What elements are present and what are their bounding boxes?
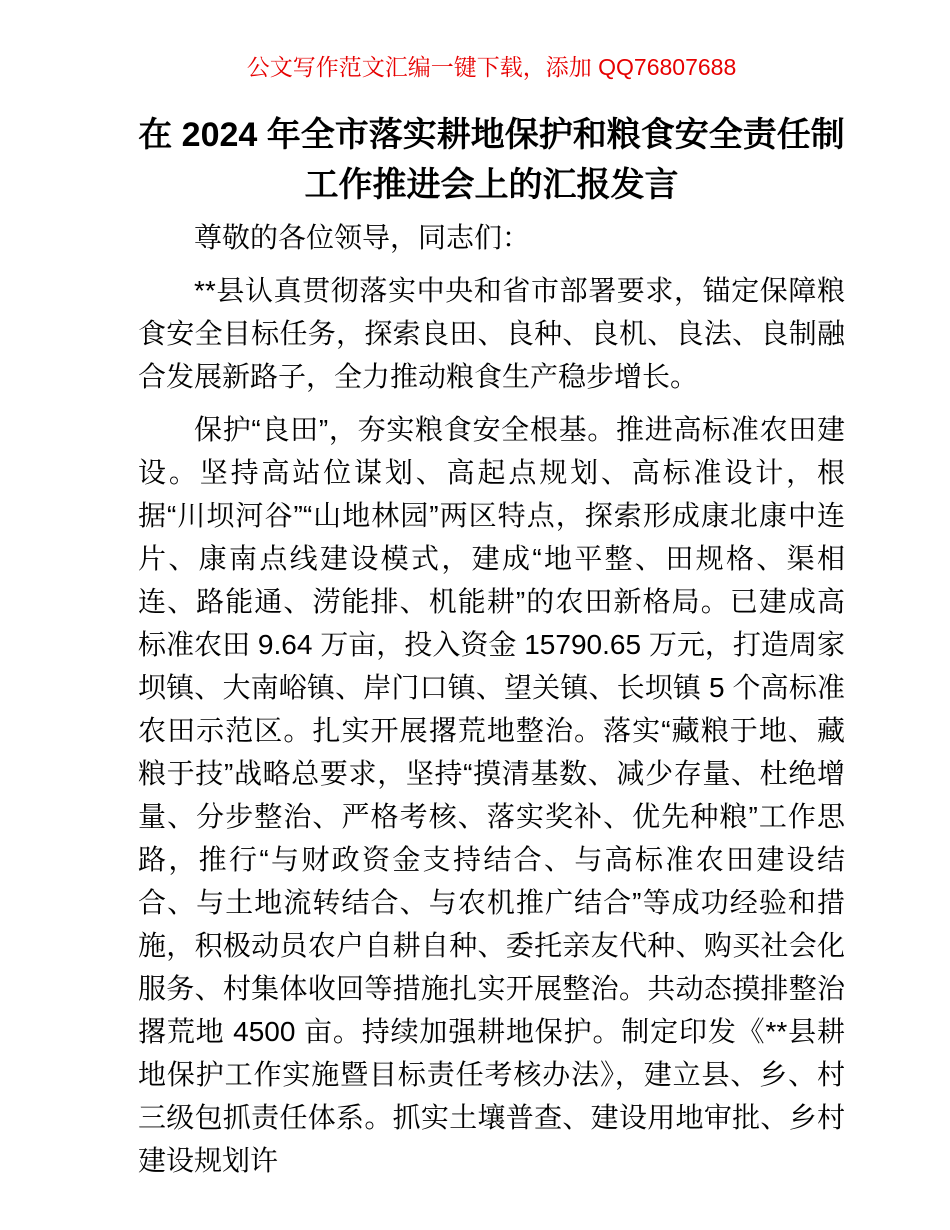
intro-paragraph: **县认真贯彻落实中央和省市部署要求，锚定保障粮食安全目标任务，探索良田、良种、良机、良法、良制融合发展新路子，全力推动粮食生产稳步增长。: [138, 275, 845, 392]
main-body-paragraph: 保护“良田”，夯实粮食安全根基。推进高标准农田建设。坚持高站位谋划、高起点规划、高标准设计，根据“川坝河谷”“山地林园”两区特点，探索形成康北康中连片、康南点线建设模式，建成“地平整、田规格、渠相连、路能通、涝能排、机能耕”的农田新格局。已建成高标准农田 9.64 万亩，投入资金 15790.65 万元，打造周家坝镇、大南峪镇、岸门口镇、望关镇、长坝镇 5 个高标准农田示范区。扎实开展撂荒地整治。落实“藏粮于地、藏粮于技”战略总要求，坚持“摸清基数、减少存量、杜绝增量、分步整治、严格考核、落实奖补、优先种粮”工作思路，推行“与财政资金支持结合、与高标准农田建设结合、与土地流转结合、与农机推广结合”等成功经验和措施，积极动员农户自耕自种、委托亲友代种、购买社会化服务、村集体收回等措施扎实开展整治。共动态摸排整治撂荒地 4500 亩。持续加强耕地保护。制定印发《**县耕地保护工作实施暨目标责任考核办法》，建立县、乡、村三级包抓责任体系。抓实土壤普查、建设用地审批、乡村建设规划许: [138, 414, 845, 1176]
document-title: 在 2024 年全市落实耕地保护和粮食安全责任制工作推进会上的汇报发言: [138, 116, 845, 204]
greeting-paragraph: 尊敬的各位领导，同志们：: [194, 222, 531, 253]
promo-notice-text: 公文写作范文汇编一键下载，添加 QQ76807688: [246, 54, 737, 80]
